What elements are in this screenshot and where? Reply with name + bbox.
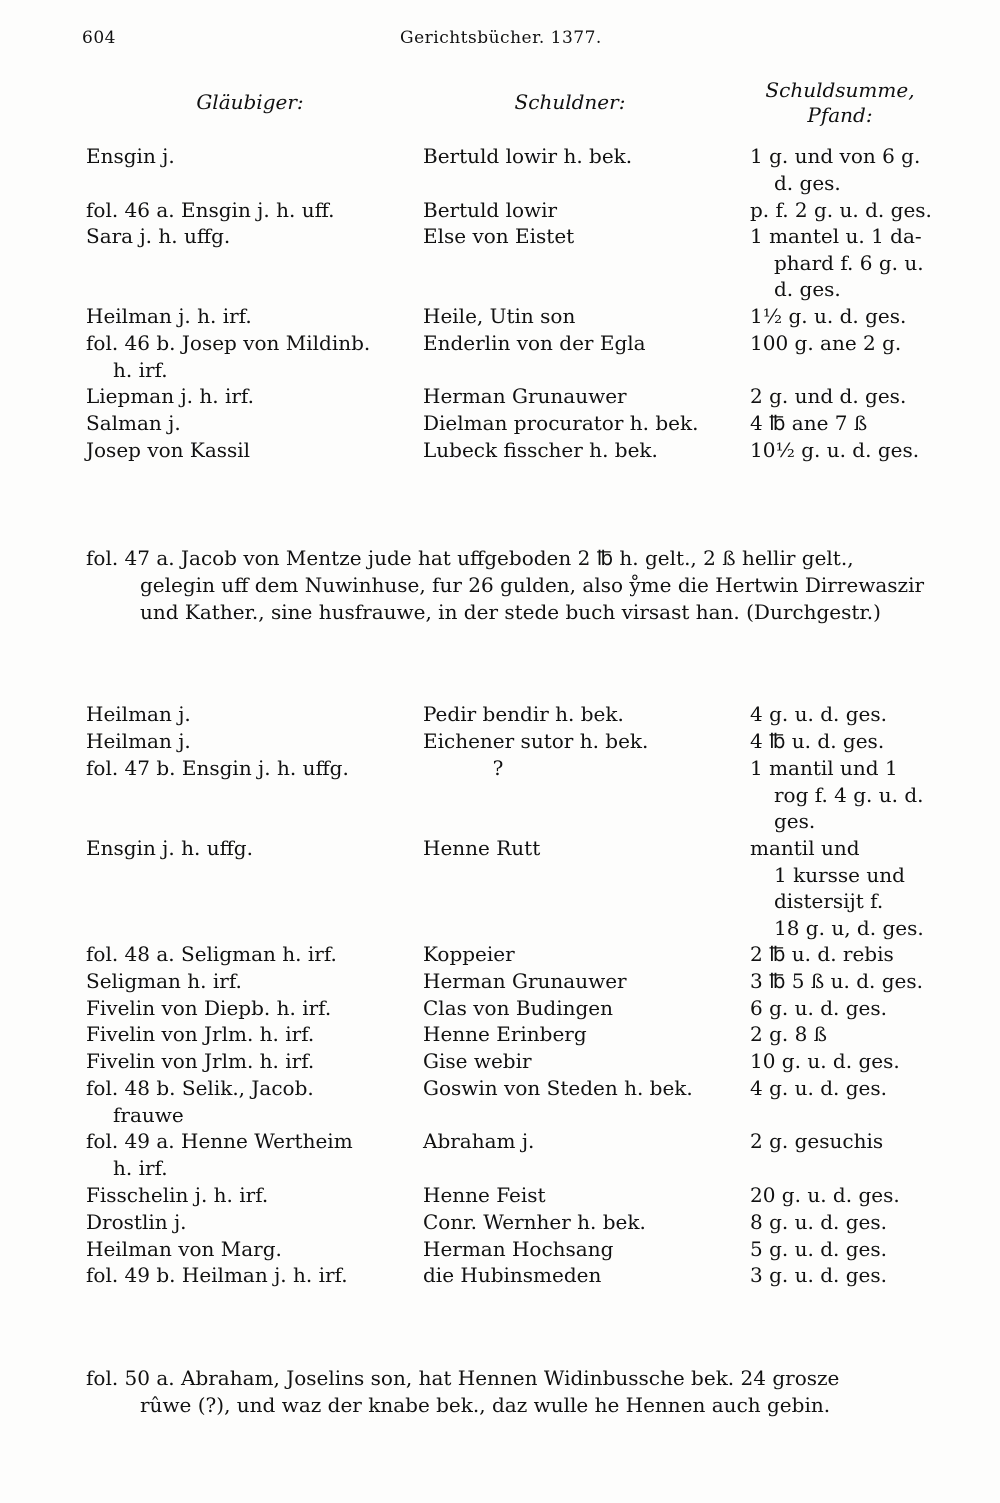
creditor-line: Heilman von Marg.	[86, 1237, 282, 1261]
debtor-cell: ?	[492, 756, 504, 780]
creditor-line: Fivelin von Jrlm. h. irf.	[86, 1022, 315, 1046]
sum-cell	[750, 330, 935, 357]
sum-line: 1 g. und von 6 g.	[750, 144, 921, 168]
debtor-cell: Henne Rutt	[423, 836, 541, 860]
sum-line: 4 ℔ ane 7 ß	[750, 411, 868, 435]
creditor-line: fol. 49 a. Henne Wertheim	[86, 1129, 353, 1153]
sum-cell	[750, 383, 935, 410]
sum-cell	[750, 941, 935, 968]
creditor-cell	[86, 410, 416, 437]
creditor-line: Ensgin j. h. uffg.	[86, 836, 253, 860]
creditor-cell	[86, 1209, 416, 1236]
creditor-line: frauwe	[113, 1102, 184, 1127]
creditor-cell	[86, 437, 416, 464]
column-header-debtor: Schuldner:	[514, 90, 626, 114]
debtor-cell: Bertuld lowir h. bek.	[423, 144, 633, 168]
creditor-cell	[86, 383, 416, 410]
entry-paragraph-fol-50a	[86, 1365, 936, 1419]
sum-line: 2 ℔ u. d. rebis	[750, 942, 894, 966]
creditor-line: Drostlin j.	[86, 1210, 187, 1234]
creditor-cell	[86, 303, 416, 330]
creditor-cell	[86, 835, 416, 862]
paragraph-line: fol. 50 a. Abraham, Joselins son, hat Hennen Widinbussche bek. 24 grosze	[86, 1366, 840, 1390]
creditor-line: Salman j.	[86, 411, 181, 435]
creditor-line: Fisschelin j. h. irf.	[86, 1183, 269, 1207]
creditor-cell	[86, 701, 416, 728]
debtor-cell: Conr. Wernher h. bek.	[423, 1210, 646, 1234]
debtor-cell: Koppeier	[423, 942, 515, 966]
creditor-cell	[86, 330, 416, 383]
sum-line: 2 g. gesuchis	[750, 1129, 884, 1153]
creditor-cell	[86, 968, 416, 995]
sum-line: 100 g. ane 2 g.	[750, 331, 902, 355]
sum-line: 3 ℔ 5 ß u. d. ges.	[750, 969, 923, 993]
creditor-cell	[86, 1048, 416, 1075]
paragraph-line: fol. 47 a. Jacob von Mentze jude hat uffgeboden 2 ℔ h. gelt., 2 ß hellir gelt.,	[86, 546, 854, 570]
sum-line: 4 ℔ u. d. ges.	[750, 729, 885, 753]
debtor-cell: Herman Grunauwer	[423, 969, 627, 993]
sum-cell	[750, 968, 935, 995]
sum-cell	[750, 1075, 935, 1102]
creditor-line: h. irf.	[113, 1155, 168, 1180]
sum-line: 4 g. u. d. ges.	[750, 1076, 887, 1100]
entry-paragraph-fol-47a	[86, 545, 936, 626]
creditor-line: Heilman j. h. irf.	[86, 304, 252, 328]
sum-line: d. ges.	[774, 170, 841, 195]
creditor-cell	[86, 995, 416, 1022]
debtor-cell: Bertuld lowir	[423, 198, 558, 222]
creditor-cell	[86, 728, 416, 755]
sum-cell	[750, 437, 935, 464]
debtor-cell: die Hubinsmeden	[423, 1263, 602, 1287]
sum-line: mantil und	[750, 836, 860, 860]
paragraph-line: rûwe (?), und waz der knabe bek., daz wulle he Hennen auch gebin.	[140, 1393, 831, 1417]
column-header-sum-line1: Schuldsumme,	[765, 78, 915, 102]
sum-line: 4 g. u. d. ges.	[750, 702, 887, 726]
creditor-line: Seligman h. irf.	[86, 969, 242, 993]
sum-cell	[750, 1128, 935, 1155]
sum-line: 1½ g. u. d. ges.	[750, 304, 907, 328]
debtor-cell: Henne Feist	[423, 1183, 546, 1207]
creditor-cell	[86, 755, 416, 782]
sum-cell	[750, 755, 935, 835]
sum-cell	[750, 701, 935, 728]
sum-line: 2 g. und d. ges.	[750, 384, 907, 408]
debtor-cell: Enderlin von der Egla	[423, 331, 646, 355]
sum-line: 10 g. u. d. ges.	[750, 1049, 900, 1073]
creditor-cell	[86, 1182, 416, 1209]
sum-cell	[750, 1048, 935, 1075]
debtor-cell: Herman Hochsang	[423, 1237, 614, 1261]
column-header-sum	[740, 78, 940, 128]
creditor-line: fol. 48 b. Selik., Jacob.	[86, 1076, 314, 1100]
sum-line: 18 g. u, d. ges.	[774, 915, 924, 940]
sum-line: ges.	[774, 809, 816, 833]
sum-cell	[750, 1236, 935, 1263]
sum-line: 2 g. 8 ß	[750, 1022, 828, 1046]
creditor-cell	[86, 1128, 416, 1181]
debtor-cell: Clas von Budingen	[423, 996, 613, 1020]
creditor-line: fol. 47 b. Ensgin j. h. uffg.	[86, 756, 349, 780]
debtor-cell: Heile, Utin son	[423, 304, 576, 328]
creditor-line: h. irf.	[113, 357, 168, 382]
creditor-line: fol. 46 a. Ensgin j. h. uff.	[86, 198, 335, 222]
creditor-cell	[86, 1262, 416, 1289]
sum-line: 1 mantil und 1	[750, 756, 898, 780]
sum-line: 5 g. u. d. ges.	[750, 1237, 887, 1261]
running-title: Gerichtsbücher. 1377.	[400, 28, 602, 48]
creditor-line: Liepman j. h. irf.	[86, 384, 254, 408]
sum-cell	[750, 303, 935, 330]
sum-cell	[750, 1182, 935, 1209]
sum-line: 1 mantel u. 1 da-	[750, 224, 922, 248]
creditor-line: fol. 49 b. Heilman j. h. irf.	[86, 1263, 348, 1287]
debtor-cell: Goswin von Steden h. bek.	[423, 1076, 693, 1100]
debtor-cell: Gise webir	[423, 1049, 532, 1073]
creditor-cell	[86, 223, 416, 250]
sum-line: phard f. 6 g. u.	[774, 250, 924, 275]
creditor-cell	[86, 1021, 416, 1048]
sum-cell	[750, 1021, 935, 1048]
sum-cell	[750, 835, 935, 941]
page-number: 604	[82, 28, 116, 48]
sum-line: 20 g. u. d. ges.	[750, 1183, 900, 1207]
debtor-cell: Dielman procurator h. bek.	[423, 411, 699, 435]
creditor-line: Ensgin j.	[86, 144, 175, 168]
debtor-cell: Lubeck fisscher h. bek.	[423, 438, 658, 462]
debtor-cell: Pedir bendir h. bek.	[423, 702, 624, 726]
sum-line: 10½ g. u. d. ges.	[750, 438, 920, 462]
sum-line: p. f. 2 g. u. d. ges.	[750, 198, 932, 222]
column-header-sum-line2: Pfand:	[807, 103, 873, 127]
sum-cell	[750, 1262, 935, 1289]
creditor-line: Fivelin von Diepb. h. irf.	[86, 996, 332, 1020]
creditor-line: fol. 48 a. Seligman h. irf.	[86, 942, 337, 966]
page-header	[82, 28, 932, 58]
creditor-cell	[86, 1075, 416, 1128]
paragraph-line: und Kather., sine husfrauwe, in der stede buch virsast han. (Durchgestr.)	[140, 600, 881, 624]
sum-line: 1 kursse und	[774, 862, 905, 887]
creditor-cell	[86, 143, 416, 170]
sum-line: distersijt f.	[774, 889, 884, 913]
creditor-line: Heilman j.	[86, 729, 191, 753]
debtor-cell: Henne Erinberg	[423, 1022, 587, 1046]
sum-cell	[750, 995, 935, 1022]
sum-cell	[750, 728, 935, 755]
creditor-cell	[86, 1236, 416, 1263]
sum-cell	[750, 410, 935, 437]
sum-line: rog f. 4 g. u. d.	[774, 782, 924, 807]
creditor-line: fol. 46 b. Josep von Mildinb.	[86, 331, 371, 355]
creditor-cell	[86, 941, 416, 968]
sum-cell	[750, 1209, 935, 1236]
sum-cell	[750, 223, 935, 303]
sum-cell	[750, 143, 935, 196]
sum-line: 8 g. u. d. ges.	[750, 1210, 887, 1234]
debtor-cell: Abraham j.	[423, 1129, 535, 1153]
paragraph-line: gelegin uff dem Nuwinhuse, fur 26 gulden, also ẙme die Hertwin Dirrewaszir	[140, 573, 925, 597]
sum-cell	[750, 197, 935, 224]
debtor-cell: Else von Eistet	[423, 224, 575, 248]
creditor-cell	[86, 197, 416, 224]
creditor-line: Fivelin von Jrlm. h. irf.	[86, 1049, 315, 1073]
creditor-line: Sara j. h. uffg.	[86, 224, 231, 248]
creditor-line: Josep von Kassil	[86, 438, 251, 462]
column-header-creditor: Gläubiger:	[196, 90, 304, 114]
creditor-line: Heilman j.	[86, 702, 191, 726]
debtor-cell: Herman Grunauwer	[423, 384, 627, 408]
sum-line: d. ges.	[774, 277, 841, 301]
debtor-cell: Eichener sutor h. bek.	[423, 729, 649, 753]
sum-line: 3 g. u. d. ges.	[750, 1263, 887, 1287]
sum-line: 6 g. u. d. ges.	[750, 996, 887, 1020]
